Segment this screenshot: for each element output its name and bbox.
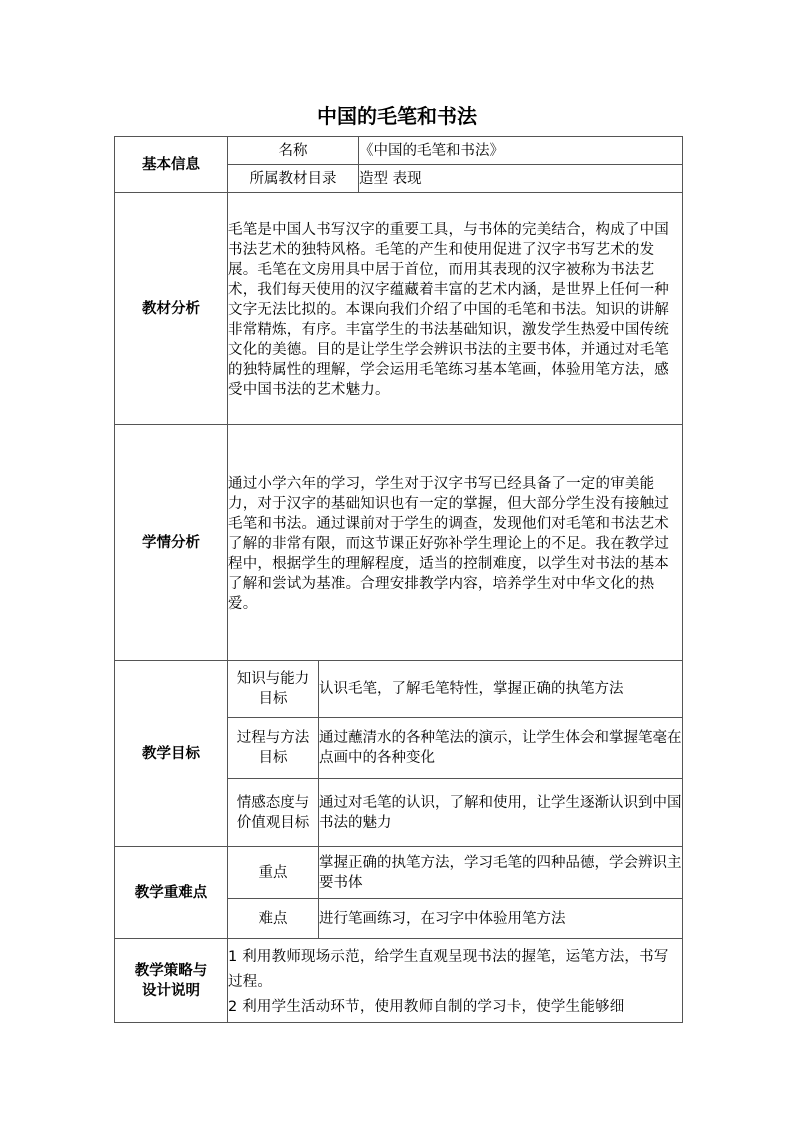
goal-process-label-line1: 过程与方法 bbox=[236, 730, 310, 746]
goal-emotion-label bbox=[228, 779, 319, 847]
material-analysis-row bbox=[115, 193, 683, 425]
strategy-item: 1 利用教师现场示范，给学生直观呈现书法的握笔，运笔方法，书写过程。 bbox=[228, 949, 669, 990]
goal-row-knowledge bbox=[115, 661, 683, 718]
teaching-goals-label: 教学目标 bbox=[115, 661, 228, 847]
catalog-label: 所属教材目录 bbox=[228, 165, 359, 193]
strategy-label-line1: 教学策略与 bbox=[134, 962, 208, 979]
goal-emotion-label-line1: 情感态度与 bbox=[236, 794, 310, 811]
strategy-label-line2: 设计说明 bbox=[142, 982, 200, 999]
strategy-item: 2 利用学生活动环节，使用教师自制的学习卡，使学生能够细 bbox=[228, 999, 625, 1015]
key-points-label: 教学重难点 bbox=[115, 847, 228, 939]
student-analysis-row bbox=[115, 425, 683, 661]
key-label: 重点 bbox=[228, 847, 319, 899]
goal-knowledge-label bbox=[228, 661, 319, 718]
goal-process-label-line2: 目标 bbox=[258, 750, 288, 766]
student-analysis-text: 通过小学六年的学习，学生对于汉字书写已经具备了一定的审美能力，对于汉字的基础知识也有一定的掌握，但大部分学生没有接触过毛笔和书法。通过课前对于学生的调查，发现他们对毛笔和书法艺术了解的非常有限，而这节课正好弥补学生理论上的不足。我在教学过程中，根据学生的理解程度，适当的控制难度，以学生对书法的基本了解和尝试为基准。合理安排教学内容，培养学生对中华文化的热爱。 bbox=[228, 425, 683, 661]
document-title: 中国的毛笔和书法 bbox=[317, 104, 477, 128]
goal-knowledge-label-line2: 目标 bbox=[258, 691, 288, 707]
difficult-label: 难点 bbox=[228, 899, 319, 939]
key-point-row bbox=[115, 847, 683, 899]
strategy-text bbox=[228, 939, 683, 1023]
basic-info-row-name bbox=[115, 137, 683, 165]
strategy-row bbox=[115, 939, 683, 1023]
key-text: 掌握正确的执笔方法，学习毛笔的四种品德，学会辨识主要书体 bbox=[319, 847, 683, 899]
material-analysis-text: 毛笔是中国人书写汉字的重要工具，与书体的完美结合，构成了中国书法艺术的独特风格。毛笔的产生和使用促进了汉字书写艺术的发展。毛笔在文房用具中居于首位，而用其表现的汉字被称为书法艺术，我们每天使用的汉字蕴藏着丰富的艺术内涵，是世界上任何一种文字无法比拟的。本课向我们介绍了中国的毛笔和书法。知识的讲解非常精炼，有序。丰富学生的书法基础知识，激发学生热爱中国传统文化的美德。目的是让学生学会辨识书法的主要书体，并通过对毛笔的独特属性的理解，学会运用毛笔练习基本笔画，体验用笔方法，感受中国书法的艺术魅力。 bbox=[228, 193, 683, 425]
goal-knowledge-text: 认识毛笔，了解毛笔特性，掌握正确的执笔方法 bbox=[319, 661, 683, 718]
goal-emotion-text: 通过对毛笔的认识，了解和使用，让学生逐渐认识到中国书法的魅力 bbox=[319, 779, 683, 847]
basic-info-label: 基本信息 bbox=[115, 137, 228, 193]
lesson-plan-table bbox=[114, 136, 683, 1023]
goal-process-text: 通过蘸清水的各种笔法的演示，让学生体会和掌握笔毫在点画中的各种变化 bbox=[319, 718, 683, 779]
goal-emotion-label-line2: 价值观目标 bbox=[236, 814, 310, 831]
material-analysis-label: 教材分析 bbox=[115, 193, 228, 425]
difficult-text: 进行笔画练习，在习字中体验用笔方法 bbox=[319, 899, 683, 939]
catalog-value: 造型 表现 bbox=[359, 165, 683, 193]
goal-knowledge-label-line1: 知识与能力 bbox=[236, 671, 310, 687]
goal-process-label bbox=[228, 718, 319, 779]
strategy-label bbox=[115, 939, 228, 1023]
name-label: 名称 bbox=[228, 137, 359, 165]
student-analysis-label: 学情分析 bbox=[115, 425, 228, 661]
name-value: 《中国的毛笔和书法》 bbox=[359, 137, 683, 165]
